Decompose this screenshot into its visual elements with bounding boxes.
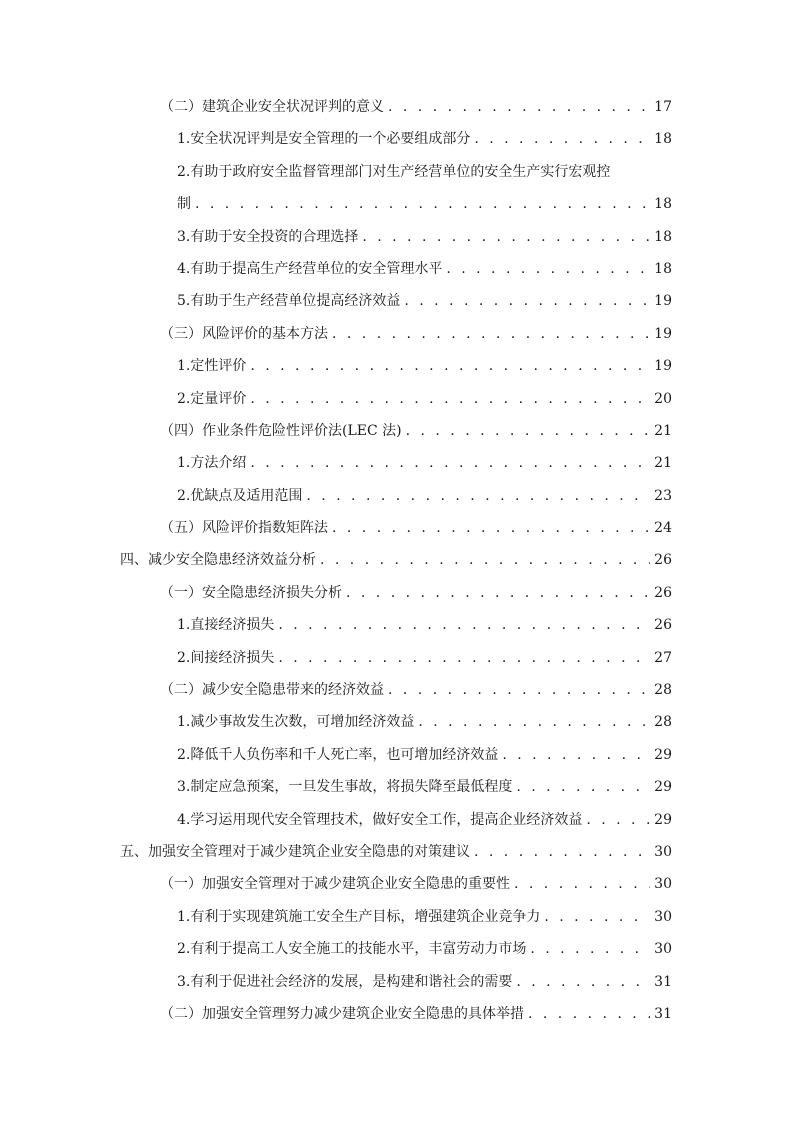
toc-entry-title: （一）安全隐患经济损失分析: [160, 584, 342, 601]
table-of-contents: [120, 98, 672, 1037]
toc-entry-title: 2.优缺点及适用范围: [177, 487, 303, 504]
toc-entry[interactable]: [120, 875, 672, 893]
toc-page-number: 26: [654, 552, 672, 569]
toc-entry-title: 1.减少事故发生次数，可增加经济效益: [177, 714, 415, 731]
toc-leader-dots: [250, 357, 650, 375]
toc-leader-dots: [516, 973, 650, 991]
toc-leader-dots: [544, 908, 650, 926]
toc-entry[interactable]: [120, 681, 672, 699]
toc-page-number: 30: [654, 876, 672, 893]
toc-entry[interactable]: [120, 292, 672, 310]
toc-entry-title: 1.方法介绍: [177, 455, 247, 472]
toc-entry[interactable]: [120, 908, 672, 926]
toc-leader-dots: [346, 584, 650, 602]
toc-entry[interactable]: [120, 649, 672, 667]
toc-entry[interactable]: [120, 98, 672, 116]
toc-page-number: 21: [654, 422, 672, 439]
toc-entry-title: 4.有助于提高生产经营单位的安全管理水平: [177, 260, 443, 277]
toc-entry[interactable]: [120, 519, 672, 537]
toc-page-number: 17: [654, 99, 672, 115]
toc-leader-dots: [278, 616, 650, 634]
toc-entry[interactable]: [120, 940, 672, 958]
toc-entry[interactable]: [120, 843, 672, 861]
toc-leader-dots: [530, 940, 650, 958]
toc-leader-dots: [250, 390, 650, 408]
toc-leader-dots: [418, 713, 650, 731]
toc-entry-title: 1.直接经济损失: [177, 617, 275, 634]
toc-entry[interactable]: [120, 584, 672, 602]
toc-entry-title: 4.学习运用现代安全管理技术，做好安全工作，提高企业经济效益: [177, 811, 583, 828]
toc-entry[interactable]: [120, 811, 672, 829]
toc-entry[interactable]: [120, 778, 672, 796]
toc-leader-dots: [388, 681, 650, 699]
toc-leader-dots: [516, 778, 650, 796]
toc-entry[interactable]: [120, 357, 672, 375]
toc-leader-dots: [528, 1005, 650, 1023]
toc-leader-dots: [332, 325, 650, 343]
toc-page-number: 18: [654, 196, 672, 213]
toc-leader-dots: [278, 649, 650, 667]
toc-entry[interactable]: [120, 195, 672, 213]
toc-entry-title: 2.降低千人负伤率和千人死亡率，也可增加经济效益: [177, 746, 499, 763]
toc-page-number: 30: [654, 941, 672, 958]
toc-leader-dots: [320, 551, 650, 569]
toc-entry-title: 2.定量评价: [177, 390, 247, 407]
toc-entry-title: （二）加强安全管理努力减少建筑企业安全隐患的具体举措: [160, 1005, 524, 1022]
toc-page-number: 26: [654, 584, 672, 601]
toc-page-number: 19: [654, 358, 672, 375]
toc-entry[interactable]: [120, 1005, 672, 1023]
toc-entry-title: 3.有助于安全投资的合理选择: [177, 228, 359, 245]
toc-page-number: 30: [654, 908, 672, 925]
toc-entry-title: 3.有利于促进社会经济的发展，是构建和谐社会的需要: [177, 973, 513, 990]
toc-page-number: 31: [654, 1005, 672, 1022]
toc-entry-title: 四、减少安全隐患经济效益分析: [120, 552, 316, 569]
toc-page-number: 29: [654, 811, 672, 828]
toc-leader-dots: [250, 454, 650, 472]
toc-entry-wrapped-line[interactable]: 2.有助于政府安全监督管理部门对生产经营单位的安全生产实行宏观控: [177, 163, 611, 180]
toc-entry-title: （四）作业条件危险性评价法(LEC 法): [160, 422, 402, 439]
toc-page-number: 18: [654, 131, 672, 148]
toc-leader-dots: [306, 487, 650, 505]
toc-entry[interactable]: [120, 454, 672, 472]
toc-entry[interactable]: [120, 713, 672, 731]
toc-entry[interactable]: [120, 390, 672, 408]
toc-leader-dots: [388, 98, 650, 116]
toc-entry[interactable]: [120, 551, 672, 569]
toc-entry[interactable]: [120, 228, 672, 246]
toc-leader-dots: [474, 130, 650, 148]
toc-page-number: 21: [654, 455, 672, 472]
toc-leader-dots: [332, 519, 650, 537]
toc-page-number: 19: [654, 293, 672, 310]
toc-page-number: 29: [654, 779, 672, 796]
toc-entry-title: （五）风险评价指数矩阵法: [160, 520, 328, 537]
toc-entry[interactable]: [120, 616, 672, 634]
toc-entry-title: （三）风险评价的基本方法: [160, 325, 328, 342]
toc-page-number: 18: [654, 228, 672, 245]
toc-leader-dots: [514, 875, 650, 893]
toc-entry-title: 1.定性评价: [177, 358, 247, 375]
toc-leader-dots: [404, 292, 650, 310]
toc-entry-title: （二）减少安全隐患带来的经济效益: [160, 682, 384, 699]
toc-leader-dots: [406, 422, 651, 440]
toc-page-number: 28: [654, 682, 672, 699]
toc-entry-title: 5.有助于生产经营单位提高经济效益: [177, 293, 401, 310]
toc-entry-title: 1.安全状况评判是安全管理的一个必要组成部分: [177, 131, 471, 148]
toc-page-number: 30: [654, 843, 672, 860]
toc-page-number: 20: [654, 390, 672, 407]
toc-entry[interactable]: [120, 422, 672, 440]
toc-entry-title: 五、加强安全管理对于减少建筑企业安全隐患的对策建议: [120, 843, 470, 860]
toc-leader-dots: [362, 228, 650, 246]
toc-page-number: 29: [654, 746, 672, 763]
toc-page-number: 23: [654, 487, 672, 504]
toc-leader-dots: [446, 260, 650, 278]
toc-entry[interactable]: [120, 746, 672, 764]
toc-entry-title: （二）建筑企业安全状况评判的意义: [160, 99, 384, 115]
toc-page-number: 27: [654, 649, 672, 666]
toc-entry[interactable]: [120, 260, 672, 278]
toc-entry-title: 2.有利于提高工人安全施工的技能水平，丰富劳动力市场: [177, 941, 527, 958]
toc-leader-dots: [195, 195, 650, 213]
toc-page-number: 24: [654, 520, 672, 537]
toc-entry[interactable]: [120, 130, 672, 148]
toc-entry[interactable]: [120, 325, 672, 343]
toc-page-number: 26: [654, 617, 672, 634]
toc-entry-title: 制: [177, 196, 191, 213]
toc-page-number: 19: [654, 325, 672, 342]
toc-entry[interactable]: [120, 487, 672, 505]
toc-entry-title: 3.制定应急预案，一旦发生事故，将损失降至最低程度: [177, 779, 513, 796]
toc-entry[interactable]: [120, 973, 672, 991]
toc-page-number: 31: [654, 973, 672, 990]
toc-page-number: 18: [654, 260, 672, 277]
toc-entry-title: 1.有利于实现建筑施工安全生产目标，增强建筑企业竞争力: [177, 908, 541, 925]
toc-entry-title: 2.间接经济损失: [177, 649, 275, 666]
toc-page-number: 28: [654, 714, 672, 731]
toc-leader-dots: [586, 811, 650, 829]
toc-entry-title: （一）加强安全管理对于减少建筑企业安全隐患的重要性: [160, 876, 510, 893]
toc-leader-dots: [474, 843, 650, 861]
toc-leader-dots: [502, 746, 650, 764]
